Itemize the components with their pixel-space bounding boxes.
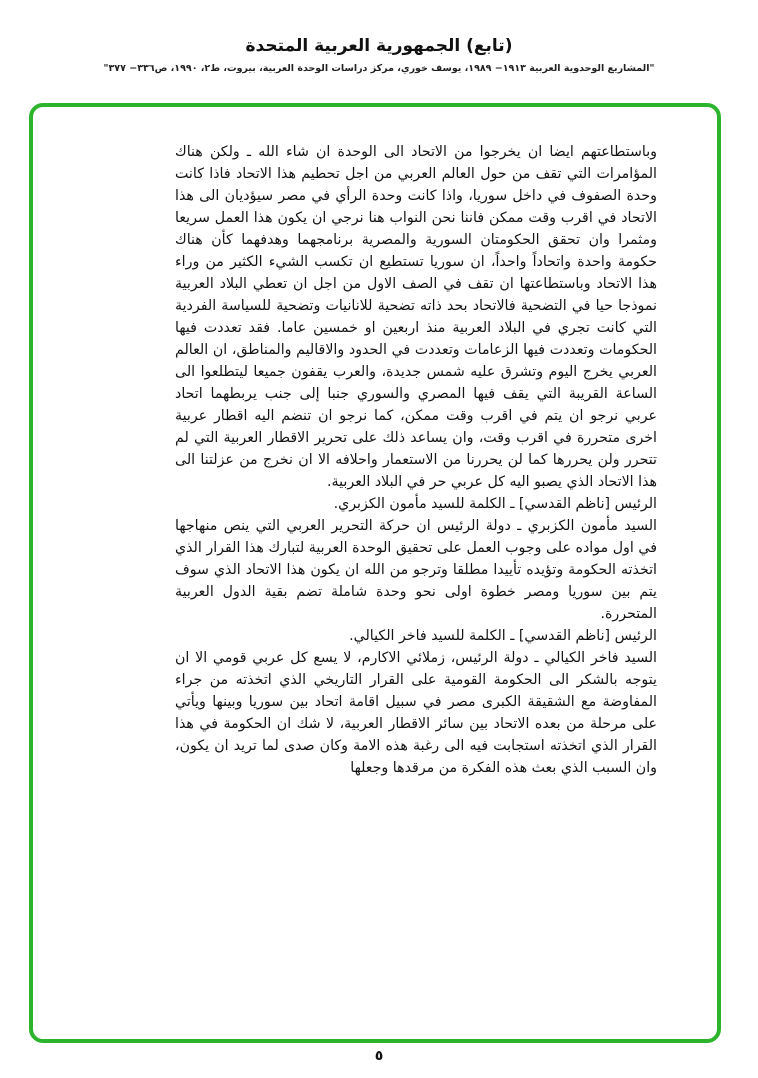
paragraph-speech-kayali: السيد فاخر الكيالي ـ دولة الرئيس، زملائي الاكارم، لا يسع كل عربي قومي الا ان يتوجه بالشكر الى الحكومة القومية على القرار التاريخي الذي اتخذته من جراء المفاوضة مع الشقيقة الكبرى مصر في سبيل اقامة اتحاد بين سوريا وبينها ويأتي على مرحلة من بعده الاتحاد بين سائر الاقطار العربية، لا شك ان الحكومة في هذا القرار الذي اتخذته استجابت فيه الى رغبة هذه الامة وكان صدى لما تريد ان يكون، وان السبب الذي بعث هذه الفكرة من مرقدها وجعلها xyxy=(175,650,657,776)
text-border-box xyxy=(29,103,721,1043)
source-citation: "المشاريع الوحدوية العربية ١٩١٣− ١٩٨٩، يوسف خوري، مركز دراسات الوحدة العربية، بيروت، ط٢، ١٩٩٠، ص٣٣٦− ٣٧٧" xyxy=(103,63,655,74)
body-text xyxy=(175,141,657,779)
page-header xyxy=(0,36,758,74)
page-number: ٥ xyxy=(374,1048,384,1064)
paragraph-speech-kuzbari: السيد مأمون الكزبري ـ دولة الرئيس ان حركة التحرير العربي التي ينص منهاجها في اول مواده على وجوب العمل على تحقيق الوحدة العربية لتبارك هذا القرار الذي اتخذته الحكومة وتؤيده تأييدا مطلقا وترجو من الله ان يكون هذا الاتحاد الذي سوف يتم بين سوريا ومصر خطوة اولى نحو وحدة شاملة تضم بقية الدول العربية المتحررة. xyxy=(175,518,657,622)
page-title: (تابع) الجمهورية العربية المتحدة xyxy=(245,36,513,56)
paragraph-chair-announcement-2: الرئيس [ناظم القدسي] ـ الكلمة للسيد فاخر الكيالي. xyxy=(349,628,657,644)
paragraph-speech-main: وباستطاعتهم ايضا ان يخرجوا من الاتحاد الى الوحدة ان شاء الله ـ ولكن هناك المؤامرات التي تقف من حول العالم العربي من اجل تحطيم هذا الاتحاد فاذا كانت وحدة الصفوف في داخل سوريا، واذا كانت وحدة الرأي في مصر سيؤديان الى هذا الاتحاد في اقرب وقت ممكن فاننا نحن النواب هنا نرجي ان يكون هذا العمل سريعا ومثمرا وان تحقق الحكومتان السورية والمصرية برنامجهما وهدفهما كأن هناك حكومة واحدة واتحاداً واحداً، ان سوريا تستطيع ان تكسب الشيء الكثير من وراء هذا الاتحاد وباستطاعتها ان تقف في الصف الاول من اجل ان تعطي البلاد العربية نموذجا حيا في التضحية فالاتحاد بحد ذاته تضحية للانانيات وتضحية للسياسة الفردية التي كانت تجري في البلاد العربية منذ اربعين او خمسين عاما. فقد تعددت فيها الحكومات وتعددت فيها الزعامات وتعددت في الحدود والاقاليم والمناطق، ان العالم العربي يخرج اليوم وتشرق عليه شمس جديدة، والعرب يقفون جميعا ليتطلعوا الى الساعة القريبة التي يقف فيها المصري والسوري جنبا إلى جنب يربطهما اتحاد عربي نرجو ان يتم في اقرب وقت ممكن، كما نرجو ان تنضم اليه اقطار عربية اخرى متحررة في اقرب وقت، وان يساعد ذلك على تحرير الاقطار العربية التي لم تتحرر ولن يحررها كما لن يحررنا من الاستعمار واحلافه الا ان نخرج من عزلتنا الى هذا الاتحاد الذي يصبو اليه كل عربي حر في البلاد العربية. xyxy=(175,144,657,490)
paragraph-chair-announcement-1: الرئيس [ناظم القدسي] ـ الكلمة للسيد مأمون الكزبري. xyxy=(333,496,657,512)
